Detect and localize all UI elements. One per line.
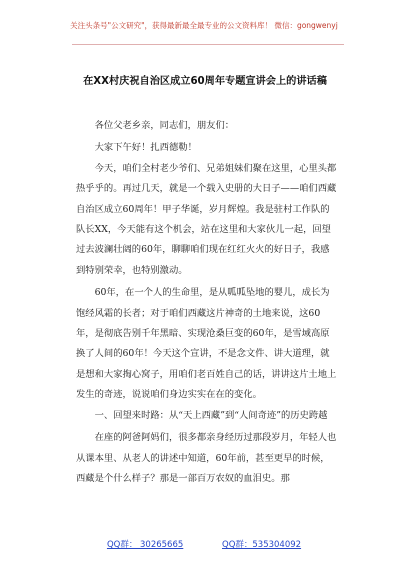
document-body [76,116,338,489]
body-paragraph: 在座的阿爸阿妈们，很多都亲身经历过那段岁月，年轻人也从课本里、从老人的讲述中知道，60年前，甚至更早的时候，西藏是个什么样子？那是一部百万农奴的血泪史。那 [76,432,337,484]
qq-group-link[interactable]: QQ群：535304092 [222,540,302,550]
document-title: 在XX村庆祝自治区成立60周年专题宣讲会上的讲话稿 [83,76,327,87]
qq-group-link[interactable]: QQ群： 30265665 [106,540,184,550]
footer [0,538,408,550]
header-banner[interactable]: 关注头条号"公文研究"，获得最新最全最专业的公文资料库！ 微信：gongwenyj [70,21,338,30]
header-divider [72,44,344,45]
body-paragraph: 今天，咱们全村老少爷们、兄弟姐妹们聚在这里，心里头都热乎乎的。再过几天，就是一个载入史册的大日子——咱们西藏自治区成立60周年！甲子华诞，岁月辉煌。我是驻村工作队的队长XX，今天能有这个机会，站在这里和大家伙儿一起，回望过去波澜壮阔的60年，聊聊咱们现在红红火火的好日子，我感到特别荣幸，也特别激动。 [76,162,337,276]
salutation: 各位父老乡亲，同志们，朋友们： [94,120,235,131]
greeting: 大家下午好！扎西德勒！ [94,142,197,154]
section-heading: 一、回望来时路：从“天上西藏”到“人间奇迹”的历史跨越 [94,409,328,421]
body-paragraph: 60年，在一个人的生命里，是从呱呱坠地的婴儿，成长为饱经风霜的长者；对于咱们西藏这片神奇的土地来说，这60年，是彻底告别千年黑暗、实现沧桑巨变的60年，是雪域高原换了人间的60年！今天这个宣讲，不是念文件、讲大道理，就是想和大家掏心窝子，用咱们老百姓自己的话，讲讲这片土地上发生的奇迹，说说咱们身边实实在在的变化。 [76,287,337,401]
